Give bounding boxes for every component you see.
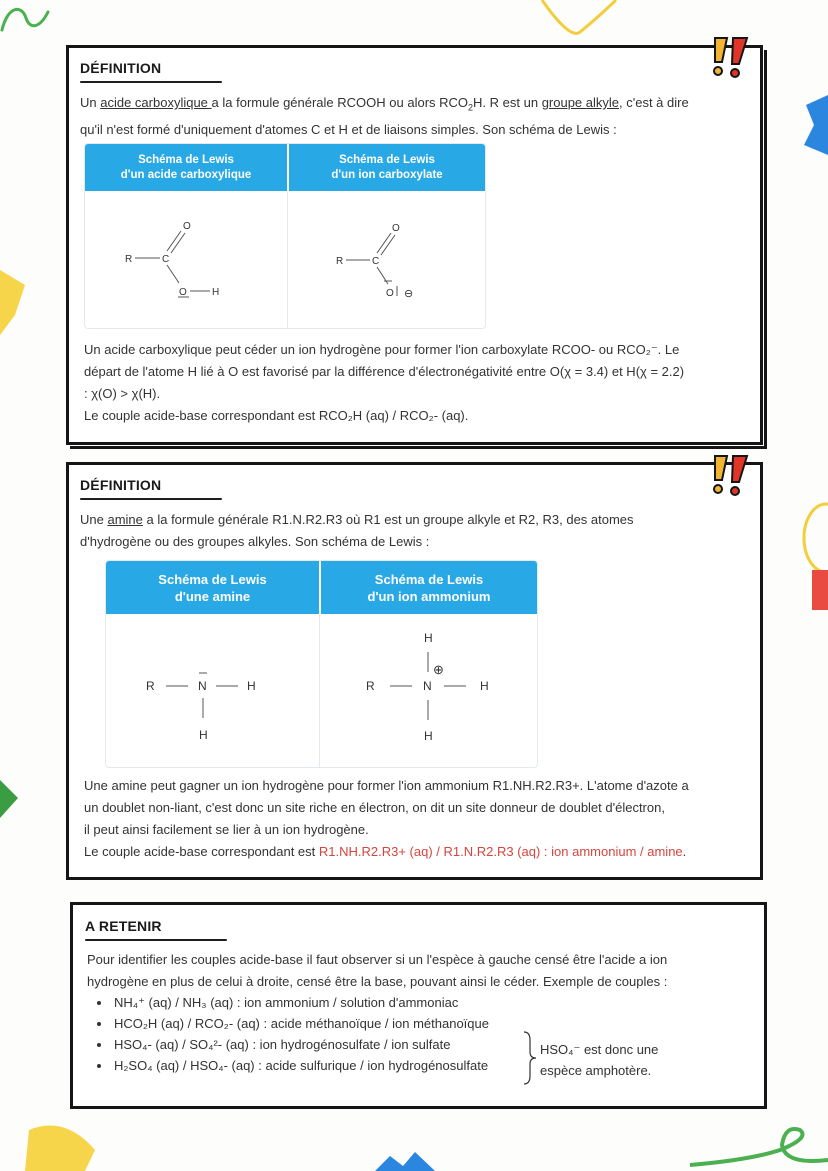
text: Un (80, 95, 101, 110)
highlighted-couple: R1.NH.R2.R3+ (aq) / R1.N.R2.R3 (aq) : ion ammonium / amine (318, 844, 683, 859)
header-line: d'un ion carboxylate (331, 168, 443, 181)
yellow-heart-decoration (540, 0, 620, 40)
list-item: • H₂SO₄ (aq) / HSO₄- (aq) : acide sulfurique / ion hydrogénosulfate (112, 1055, 552, 1076)
note-line: HSO₄⁻ est donc une (540, 1042, 659, 1057)
header-line: d'un ion ammonium (367, 588, 491, 604)
lewis-structure-carboxylate (288, 191, 486, 328)
paragraph-line (80, 92, 760, 119)
yellow-shape-decoration (0, 270, 30, 340)
note-line: espèce amphotère. (540, 1063, 652, 1078)
paragraph-line: hydrogène en plus de celui à droite, censé être la base, pouvant ainsi le céder. Exemple de couples : (87, 974, 668, 989)
lewis-cell-ammonium (319, 614, 537, 767)
header-line: Schéma de Lewis (158, 571, 267, 587)
paragraph-line (84, 841, 760, 863)
paragraph-line: d'hydrogène ou des groupes alkyles. Son schéma de Lewis : (80, 534, 430, 549)
header-line: Schéma de Lewis (138, 153, 234, 166)
atom-label: C (372, 256, 380, 267)
positive-charge-icon: ⊕ (433, 662, 444, 677)
paragraph-line (80, 509, 760, 531)
header-line: Schéma de Lewis (339, 153, 435, 166)
subscript: 2 (468, 102, 474, 113)
section-heading: DÉFINITION (80, 60, 162, 76)
text: Le couple acide-base correspondant est (84, 844, 319, 859)
couples-list (86, 992, 552, 1076)
heading-underline (85, 939, 227, 941)
term-carboxylic-acid: acide carboxylique (100, 95, 212, 110)
atom-label: R (125, 254, 133, 265)
double-exclamation-icon (705, 34, 753, 82)
term-amine: amine (107, 512, 143, 527)
squiggle-decoration (0, 0, 60, 40)
paragraph-line: Un acide carboxylique peut céder un ion hydrogène pour former l'ion carboxylate RCOO- ou RCO₂⁻. Le (84, 342, 680, 357)
text: a la formule générale RCOOH ou alors RCO (211, 95, 469, 110)
atom-label: H (424, 631, 433, 645)
lewis-structure-ammonium (320, 614, 538, 767)
curly-brace (520, 1030, 538, 1086)
atom-label: C (162, 254, 170, 265)
heading-underline (80, 498, 222, 500)
text: H. R est un (473, 95, 542, 110)
amphoteric-note (540, 1039, 658, 1081)
list-item: • HCO₂H (aq) / RCO₂- (aq) : acide méthanoïque / ion méthanoïque (112, 1013, 552, 1034)
paragraph-line: un doublet non-liant, c'est donc un site riche en électron, on dit un site donneur de doublet d'électron, (84, 800, 665, 815)
table-header (85, 144, 287, 191)
text: . (682, 844, 687, 859)
atom-label: O (183, 221, 191, 232)
atom-label: N (198, 679, 207, 693)
paragraph-line: départ de l'atome H lié à O est favorisé par la différence d'électronégativité entre O(χ = 3.4) et H(χ = 2.2) (84, 364, 685, 379)
atom-label: H (480, 679, 489, 693)
lewis-structure-amine (106, 614, 319, 767)
header-line: d'un acide carboxylique (120, 168, 252, 181)
section-heading: DÉFINITION (80, 477, 162, 493)
lewis-cell-amine (106, 614, 319, 767)
header-line: Schéma de Lewis (374, 571, 484, 587)
list-item: • NH₄⁺ (aq) / NH₃ (aq) : ion ammonium / solution d'ammoniac (112, 992, 552, 1013)
yellow-blob-decoration (25, 1120, 105, 1171)
paragraph-line: : χ(O) > χ(H). (84, 386, 161, 401)
atom-label: H (199, 728, 208, 742)
blue-shape-decoration (800, 95, 828, 155)
term-alkyl-group: groupe alkyle (541, 95, 620, 110)
text: a la formule générale R1.N.R2.R3 où R1 est un groupe alkyle et R2, R3, des atomes (142, 512, 634, 527)
atom-label: O (392, 223, 400, 234)
yellow-ring-decoration (790, 500, 828, 580)
heading-underline (80, 81, 222, 83)
blue-blob-decoration (375, 1148, 440, 1171)
atom-label: R (366, 679, 375, 693)
red-shape-decoration (812, 570, 828, 610)
atom-label: O (179, 287, 187, 298)
lewis-table-carboxylic (84, 143, 486, 329)
lewis-table-amine (105, 560, 538, 768)
table-header (106, 561, 319, 614)
green-curl-decoration (690, 1120, 828, 1171)
double-exclamation-icon (705, 452, 753, 500)
atom-label: H (424, 729, 433, 743)
list-item: • HSO₄- (aq) / SO₄²- (aq) : ion hydrogénosulfate / ion sulfate (112, 1034, 552, 1055)
table-header (319, 561, 537, 614)
atom-label: R (146, 679, 155, 693)
lewis-cell-acid (85, 191, 287, 328)
header-line: d'une amine (174, 588, 251, 604)
lewis-structure-carboxylic-acid (85, 191, 287, 328)
paragraph-line: il peut ainsi facilement se lier à un ion hydrogène. (84, 822, 369, 837)
lewis-cell-carboxylate (287, 191, 485, 328)
section-heading: A RETENIR (85, 918, 162, 934)
atom-label: R (336, 256, 344, 267)
text: Une (80, 512, 108, 527)
paragraph-line: Le couple acide-base correspondant est RCO₂H (aq) / RCO₂- (aq). (84, 408, 469, 423)
paragraph-line: Une amine peut gagner un ion hydrogène pour former l'ion ammonium R1.NH.R2.R3+. L'atome d'azote a (84, 778, 689, 793)
atom-label: H (212, 287, 220, 298)
paragraph-line: Pour identifier les couples acide-base il faut observer si un l'espèce à gauche censé être l'acide a ion (87, 952, 668, 967)
paragraph-line: qu'il n'est formé d'uniquement d'atomes C et H et de liaisons simples. Son schéma de Lewis : (80, 121, 617, 137)
green-shape-decoration (0, 780, 20, 820)
table-header (287, 144, 485, 191)
atom-label: N (423, 679, 432, 693)
text: , c'est à dire (619, 95, 689, 110)
atom-label: O (386, 288, 394, 299)
atom-label: H (247, 679, 256, 693)
negative-charge-icon: ⊖ (404, 288, 414, 300)
